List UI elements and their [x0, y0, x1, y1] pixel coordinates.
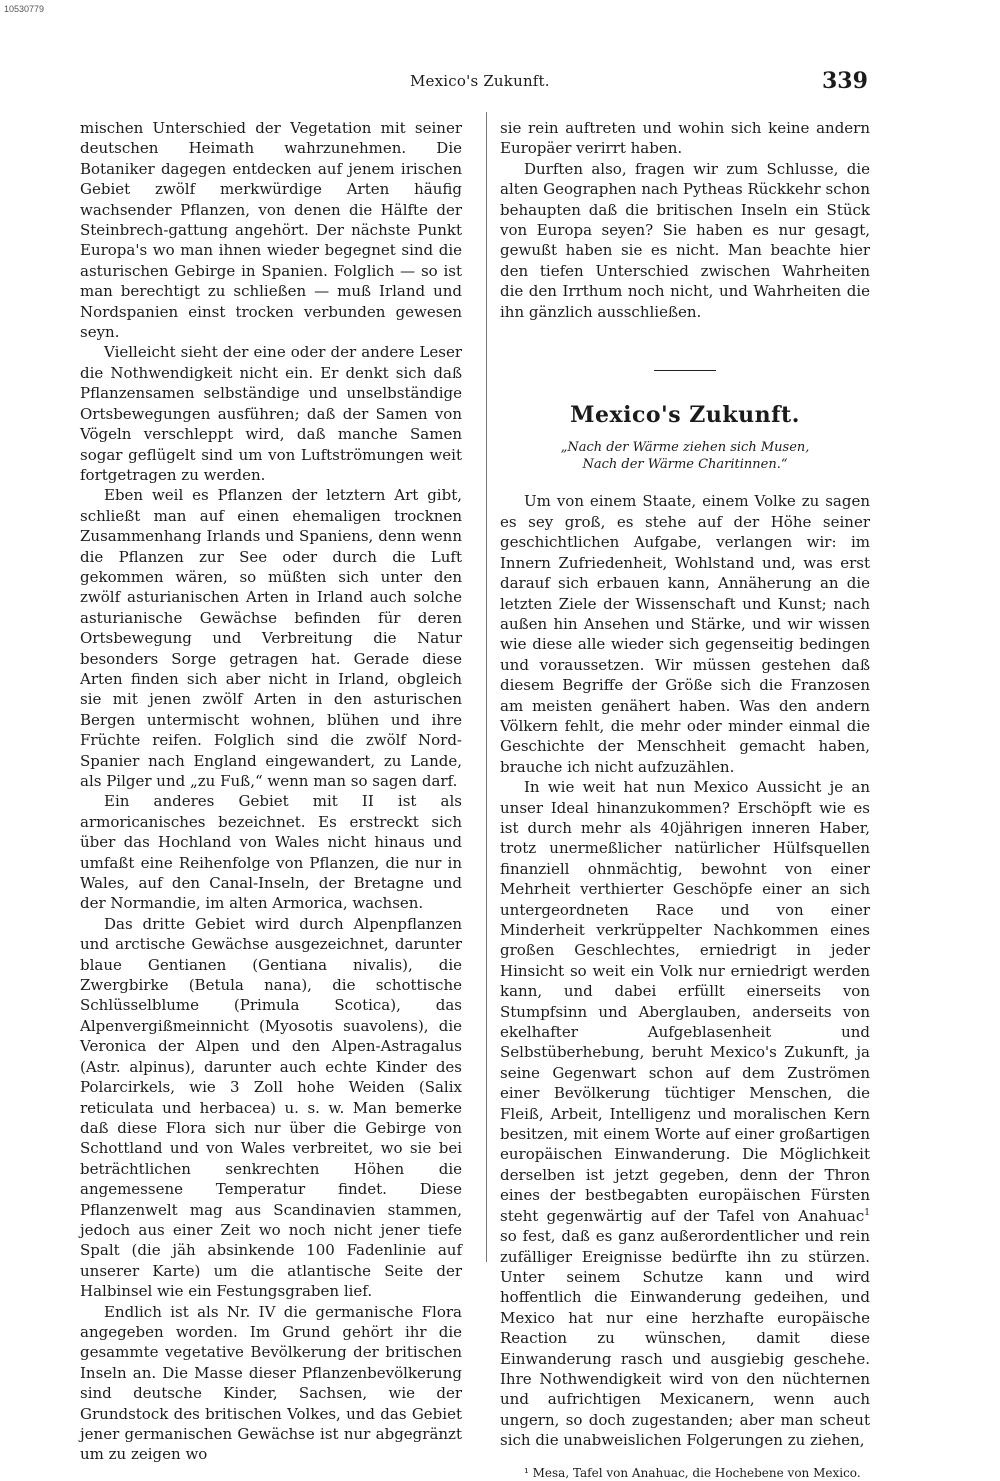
epigraph-line: „Nach der Wärme ziehen sich Musen, [560, 440, 810, 456]
epigraph-line: Nach der Wärme Charitinnen.“ [582, 457, 788, 473]
paragraph: Durften also, fragen wir zum Schlusse, die alten Geographen nach Pytheas Rückkehr schon behaupten daß die britischen Inseln ein Stück von Europa seyen? Sie haben es nur gesagt, gewußt haben sie es nicht. Man beachte hier den tiefen Unterschied zwischen Wahrheiten die den Irrthum noch nicht, und Wahrheiten die ihn gänzlich ausschließen. [500, 159, 870, 321]
paragraph: Eben weil es Pflanzen der letztern Art gibt, schließt man auf einen ehemaligen trocknen Zusammenhang Irlands und Spaniens, denn wenn die Pflanzen zur See oder durch die Luft gekommen wären, so müßten sich unter den zwölf asturianischen Arten in Irland auch solche asturianische Gewächse befinden für deren Ortsbewegung und Verbreitung die Natur besonders Sorge getragen hat. Gerade diese Arten finden sich aber nicht in Irland, obgleich sie mit jenen zwölf Arten in den asturischen Bergen untermischt wohnen, blühen und ihre Früchte reifen. Folglich sind die zwölf Nord-Spanier nach England eingewandert, zu Lande, als Pilger und „zu Fuß,“ wenn man so sagen darf. [80, 486, 462, 790]
paragraph-text: In wie weit hat nun Mexico Aussicht je an unser Ideal hinanzukommen? Erschöpft wie es ist durch mehr als 40jährigen inneren Haber, trotz unermeßlicher natürlicher Hülfsquellen finanziell ohnmächtig, bewohnt von einer Mehrheit verthierter Geschöpfe einer an sich untergeordneten Race und von einer Minderheit verkrüppelter Nachkommen eines großen Geschlechtes, erniedrigt in jeder Hinsicht so weit ein Volk nur erniedrigt werden kann, und dabei erfüllt einerseits von Stumpfsinn und Aberglauben, anderseits von ekelhafter Aufgeblasenheit und Selbstüberhebung, beruht Mexico's Zukunft, ja seine Gegenwart schon auf dem Zuströmen einer Bevölkerung tüchtiger Menschen, die Fleiß, Arbeit, Intelligenz und moralischen Kern besitzen, mit einem Worte auf einer großartigen europäischen Einwanderung. Die Möglichkeit derselben ist jetzt gegeben, denn der Thron eines der bestbegabten europäischen Fürsten steht gegenwärtig auf der Tafel von Anahuac [500, 778, 870, 1225]
section-separator [654, 370, 716, 371]
paragraph: Ein anderes Gebiet mit II ist als armoricanisches bezeichnet. Es erstreckt sich über das Hochland von Wales nicht hinaus und umfaßt eine Reihenfolge von Pflanzen, die nur in Wales, auf den Canal-Inseln, der Bretagne und der Normandie, im alten Armorica, wachsen. [80, 792, 462, 913]
paragraph: Um von einem Staate, einem Volke zu sagen es sey groß, es stehe auf der Höhe seiner geschichtlichen Aufgabe, verlangen wir: im Innern Zufriedenheit, Wohlstand und, was erst darauf sich erbauen kann, Annäherung an die letzten Ziele der Wissenschaft und Kunst; nach außen hin Ansehen und Stärke, und wir wissen wie diese alle wieder sich gegenseitig bedingen und voraussetzen. Wir müssen gestehen daß diesem Begriffe der Größe sich die Franzosen am meisten genähert haben. Was den andern Völkern fehlt, die mehr oder minder einmal die Geschichte der Menschheit gemacht haben, brauche ich nicht aufzuzählen. [500, 492, 870, 776]
section-title: Mexico's Zukunft. [570, 402, 800, 429]
epigraph [500, 439, 870, 473]
paragraph: Vielleicht sieht der eine oder der andere Leser die Nothwendigkeit nicht ein. Er denkt sich daß Pflanzensamen selbständige und unselbständige Ortsbewegungen ausführen; daß der Samen von Vögeln verschleppt wird, daß manche Samen sogar geflügelt sind um von Luftströmungen weit fortgetragen zu werden. [80, 343, 462, 484]
paragraph: sie rein auftreten und wohin sich keine andern Europäer verirrt haben. [500, 119, 870, 158]
page-number: 339 [822, 68, 868, 94]
footnote-marker: 1 [864, 1207, 870, 1218]
paragraph-text: so fest, daß es ganz außerordentlicher und rein zufälliger Ereignisse bedürfte ihn zu stürzen. Unter seinem Schutze kann und wird hoffentlich die Einwanderung gedeihen, und Mexico hat nur eine herzhafte europäische Reaction zu wünschen, damit diese Einwanderung rasch und ausgiebig geschehe. Ihre Nothwendigkeit wird von den nüchternen und aufrichtigen Mexicanern, wenn auch ungern, so doch zugestanden; aber man scheut sich die unabweislichen Folgerungen zu ziehen, [500, 1227, 870, 1450]
column-divider [486, 112, 487, 1262]
paragraph: Endlich ist als Nr. IV die germanische Flora angegeben worden. Im Grund gehört ihr die gesammte vegetative Bevölkerung der britischen Inseln an. Die Masse dieser Pflanzenbevölkerung sind deutsche Kinder, Sachsen, wie der Grundstock des britischen Volkes, und das Gebiet jener germanischen Gewächse ist nur abgegränzt um zu zeigen wo [80, 1302, 462, 1464]
archive-id: 10530779 [4, 4, 45, 14]
footnote: ¹ Mesa, Tafel von Anahuac, die Hochebene von Mexico. [524, 1465, 861, 1480]
left-column [80, 118, 462, 1465]
paragraph: mischen Unterschied der Vegetation mit seiner deutschen Heimath wahrzunehmen. Die Botaniker dagegen entdecken auf jenem irischen Gebiet zwölf merkwürdige Arten häufig wachsender Pflanzen, von denen die Hälfte der Steinbrech-gattung angehört. Der nächste Punkt Europa's wo man ihnen wieder begegnet sind die asturischen Gebirge in Spanien. Folglich — so ist man berechtigt zu schließen — muß Irland und Nordspanien einst trocken verbunden gewesen seyn. [80, 119, 462, 342]
paragraph [500, 777, 870, 1450]
running-head: Mexico's Zukunft. [410, 72, 550, 90]
paragraph: Das dritte Gebiet wird durch Alpenpflanzen und arctische Gewächse ausgezeichnet, darunter blaue Gentianen (Gentiana nivalis), die Zwergbirke (Betula nana), die schottische Schlüsselblume (Primula Scotica), das Alpenvergißmeinnicht (Myosotis suavolens), die Veronica der Alpen und den Alpen-Astragalus (Astr. alpinus), darunter auch echte Kinder des Polarcirkels, wie 3 Zoll hohe Weiden (Salix reticulata und herbacea) u. s. w. Man bemerke daß diese Flora sich nur über die Gebirge von Schottland und von Wales verbreitet, wo sie bei beträchtlichen senkrechten Höhen die angemessene Temperatur findet. Diese Pflanzenwelt mag aus Scandinavien stammen, jedoch aus einer Zeit wo noch nicht jener tiefe Spalt (die jäh absinkende 100 Fadenlinie auf unserer Karte) um die atlantische Seite der Halbinsel wie ein Festungsgraben lief. [80, 914, 462, 1301]
right-column [500, 118, 870, 1481]
